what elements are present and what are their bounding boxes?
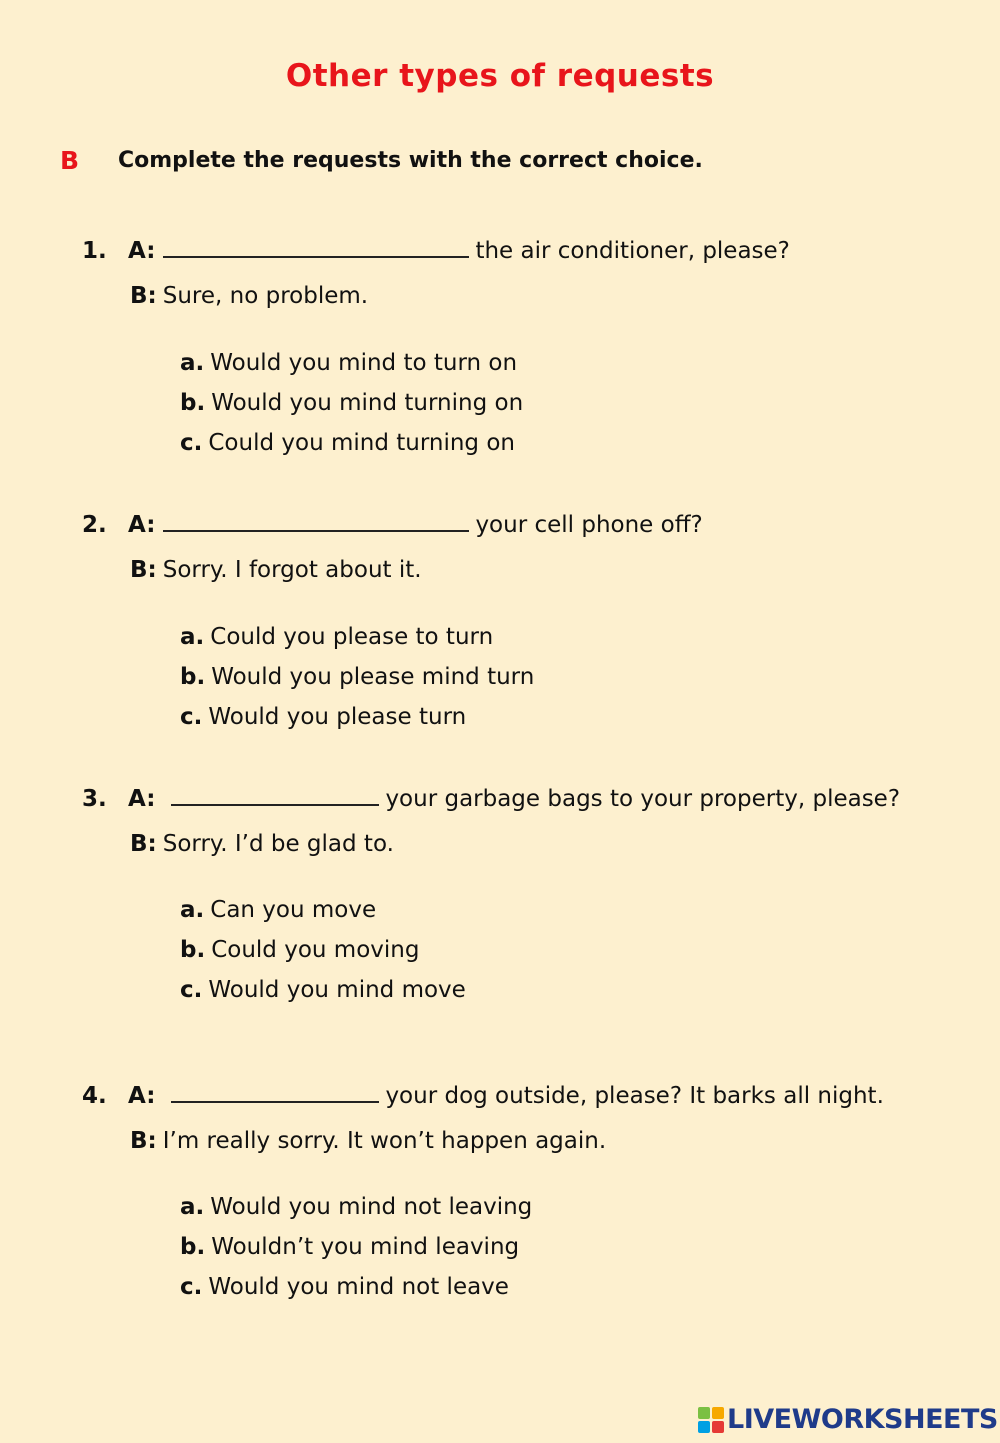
question-line-b (130, 831, 394, 857)
instruction-text: Complete the requests with the correct choice. (118, 148, 703, 173)
option-letter: b. (180, 390, 206, 416)
option-b[interactable] (180, 1234, 519, 1260)
option-text: Would you please turn (208, 704, 467, 730)
option-letter: b. (180, 664, 206, 690)
option-letter: a. (180, 624, 205, 650)
option-text: Would you please mind turn (211, 664, 535, 690)
speaker-b-label: B: (130, 557, 157, 583)
question-text: your dog outside, please? It barks all night. (385, 1083, 884, 1109)
question-line-b (130, 283, 368, 309)
response-text: Sorry. I’d be glad to. (162, 831, 394, 857)
option-a[interactable] (180, 1194, 532, 1220)
response-text: Sure, no problem. (162, 283, 369, 309)
speaker-a-label: A: (128, 238, 156, 264)
question-line-a (82, 784, 900, 812)
option-text: Wouldn’t you mind leaving (211, 1234, 520, 1260)
question-number: 3. (82, 786, 107, 812)
logo-square-blue (698, 1421, 710, 1433)
question-line-b (130, 1128, 606, 1154)
speaker-a-label: A: (128, 1083, 156, 1109)
option-text: Could you please to turn (210, 624, 494, 650)
speaker-b-label: B: (130, 283, 157, 309)
option-text: Would you mind not leave (208, 1274, 509, 1300)
option-b[interactable] (180, 664, 534, 690)
response-text: Sorry. I forgot about it. (162, 557, 422, 583)
liveworksheets-logo[interactable] (698, 1404, 998, 1435)
question-line-a (82, 510, 703, 538)
logo-square-red (712, 1421, 724, 1433)
option-text: Could you mind turning on (208, 430, 515, 456)
speaker-a-label: A: (128, 786, 156, 812)
liveworksheets-logo-icon (698, 1407, 724, 1433)
question-line-a (82, 236, 790, 264)
speaker-a-label: A: (128, 512, 156, 538)
answer-blank[interactable] (171, 1081, 379, 1103)
option-letter: b. (180, 1234, 206, 1260)
page-title: Other types of requests (285, 58, 715, 94)
option-letter: a. (180, 897, 205, 923)
option-b[interactable] (180, 390, 523, 416)
option-a[interactable] (180, 624, 493, 650)
question-line-a (82, 1081, 884, 1109)
answer-blank[interactable] (163, 236, 469, 258)
option-text: Can you move (210, 897, 377, 923)
option-c[interactable] (180, 977, 466, 1003)
option-letter: a. (180, 1194, 205, 1220)
speaker-b-label: B: (130, 831, 157, 857)
question-number: 1. (82, 238, 107, 264)
option-letter: c. (180, 430, 203, 456)
question-line-b (130, 557, 422, 583)
watermark-text: LIVEWORKSHEETS (727, 1404, 998, 1435)
option-text: Would you mind to turn on (210, 350, 518, 376)
question-text: your garbage bags to your property, please? (385, 786, 901, 812)
option-a[interactable] (180, 350, 517, 376)
option-letter: c. (180, 704, 203, 730)
option-letter: c. (180, 1274, 203, 1300)
section-letter: B (60, 146, 80, 175)
option-a[interactable] (180, 897, 376, 923)
option-c[interactable] (180, 704, 466, 730)
question-number: 2. (82, 512, 107, 538)
option-text: Would you mind move (208, 977, 466, 1003)
logo-square-orange (712, 1407, 724, 1419)
option-letter: a. (180, 350, 205, 376)
question-number: 4. (82, 1083, 107, 1109)
answer-blank[interactable] (163, 510, 469, 532)
option-text: Would you mind not leaving (210, 1194, 533, 1220)
option-letter: b. (180, 937, 206, 963)
option-letter: c. (180, 977, 203, 1003)
question-text: your cell phone off? (475, 512, 703, 538)
option-c[interactable] (180, 1274, 509, 1300)
logo-square-green (698, 1407, 710, 1419)
option-text: Could you moving (211, 937, 420, 963)
option-b[interactable] (180, 937, 419, 963)
response-text: I’m really sorry. It won’t happen again. (162, 1128, 607, 1154)
option-text: Would you mind turning on (211, 390, 524, 416)
answer-blank[interactable] (171, 784, 379, 806)
question-text: the air conditioner, please? (475, 238, 790, 264)
option-c[interactable] (180, 430, 515, 456)
speaker-b-label: B: (130, 1128, 157, 1154)
